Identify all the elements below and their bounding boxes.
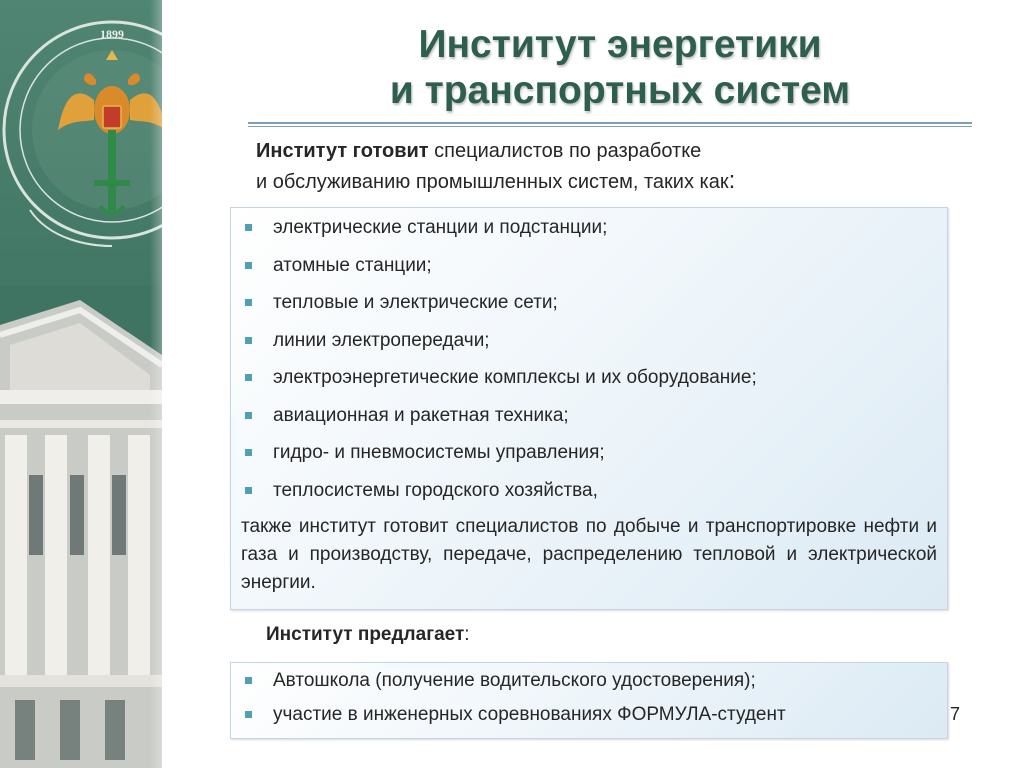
offers-heading-text: Институт предлагает [266,624,465,645]
bullet-icon [245,449,252,456]
offers-colon: : [464,624,470,645]
sidebar-decoration [0,0,162,768]
list-item-text: авиационная и ракетная техника; [273,404,569,426]
list-item [231,698,947,732]
list-item-text: атомные станции; [273,254,432,276]
list-item [231,397,947,435]
intro-colon: : [728,167,736,194]
intro-text [256,136,956,197]
list-item [231,247,947,285]
list-item [231,359,947,397]
bullet-icon [245,299,252,306]
list-item [231,434,947,472]
title-divider [248,122,972,124]
title-line-2: и транспортных систем [389,69,851,112]
intro-line2: и обслуживанию промышленных систем, таких как [256,171,729,193]
page-number: 7 [950,704,961,724]
building-facade-image [0,285,162,768]
bullet-icon [245,677,252,684]
list-item-text: тепловые и электрические сети; [273,292,558,313]
bullet-icon [245,487,252,494]
intro-line1-rest: специалистов по разработке [428,140,702,162]
prepares-list [231,208,947,509]
list-item-text: линии электропередачи; [273,329,490,351]
list-item-text: гидро- и пневмосистемы управления; [273,442,605,463]
bullet-icon [245,711,252,718]
offers-box [230,662,948,739]
title-line-1: Институт энергетики [418,23,822,66]
sidebar-fade [150,0,190,768]
intro-bold: Институт готовит [256,140,429,162]
title-divider-thin [248,126,972,127]
slide-title [300,22,940,114]
list-item [231,284,947,322]
prepares-box [230,207,948,610]
list-item [231,209,947,247]
list-item [231,664,947,698]
bullet-icon [245,412,252,419]
list-item [231,472,947,510]
bullet-icon [245,337,252,344]
list-item-text: Автошкола (получение водительского удостоверения); [273,670,756,691]
list-item-text: электрические станции и подстанции; [273,217,608,238]
offers-list [231,663,947,732]
list-item-text: теплосистемы городского хозяйства, [273,479,598,501]
list-item [231,322,947,360]
list-item-text: электроэнергетические комплексы и их оборудование; [273,367,757,388]
offers-heading [266,624,470,646]
also-paragraph: также институт готовит специалистов по добыче и транспортировке нефти и газа и производству, передаче, распределению тепловой и электрической энергии. [241,516,937,593]
list-item-text: участие в инженерных соревнованиях ФОРМУЛА-студент [273,704,786,725]
bullet-icon [245,262,252,269]
university-seal-logo [0,10,162,250]
bullet-icon [245,224,252,231]
seal-year: 1899 [100,27,124,41]
bullet-icon [245,374,252,381]
